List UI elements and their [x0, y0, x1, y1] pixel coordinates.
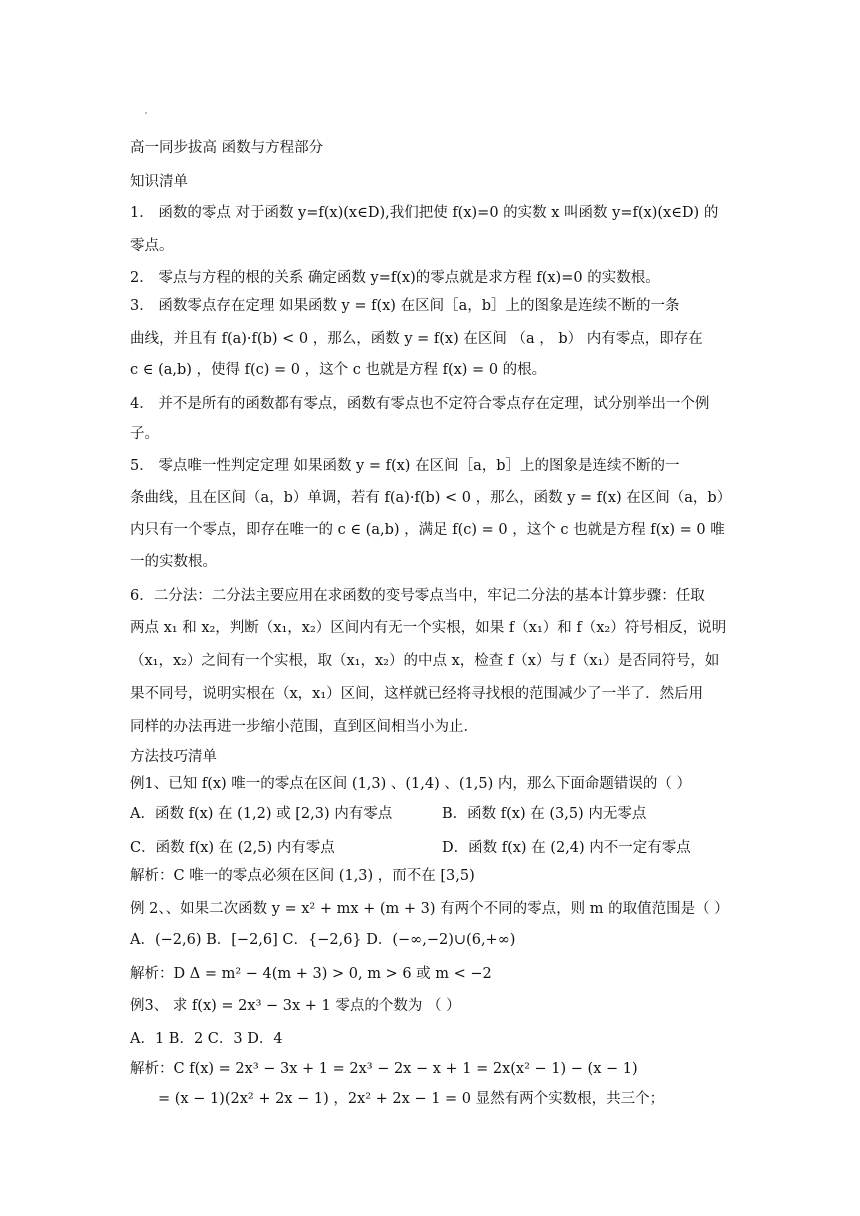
example-1-option-b: B．函数 f(x) 在 (3,5) 内无零点 — [442, 806, 647, 822]
example-2-question: 例 2、、如果二次函数 y = x² + mx + (m + 3) 有两个不同的零点，则 m 的取值范围是（ ） — [130, 901, 729, 917]
text-line: （x₁，x₂）之间有一个实根，取（x₁，x₂）的中点 x，检查 f（x）与 f（x₁）是否同符号，如 — [130, 653, 720, 669]
text-line: 零点。 — [130, 238, 174, 254]
example-1-option-c: C．函数 f(x) 在 (2,5) 内有零点 — [130, 840, 335, 856]
text-line: 曲线，并且有 f(a)·f(b) < 0 ，那么，函数 y = f(x) 在区间 （a ， b） 内有零点，即存在 — [130, 331, 703, 347]
doc-title: 高一同步拔高 函数与方程部分 — [130, 140, 324, 156]
text-line: 5． 零点唯一性判定定理 如果函数 y = f(x) 在区间［a，b］上的图象是连续不断的一 — [130, 458, 680, 474]
example-1-question: 例1、已知 f(x) 唯一的零点在区间 (1,3) 、(1,4) 、(1,5) 内，那么下面命题错误的（ ） — [130, 776, 691, 792]
text-line: 两点 x₁ 和 x₂，判断（x₁，x₂）区间内有无一个实根，如果 f（x₁）和 f（x₂）符号相反，说明 — [130, 620, 727, 636]
example-3-analysis: 解析：C f(x) = 2x³ − 3x + 1 = 2x³ − 2x − x + 1 = 2x(x² − 1) − (x − 1) — [130, 1061, 638, 1077]
text-line: 一的实数根。 — [130, 554, 217, 570]
section-heading-knowledge: 知识清单 — [130, 174, 188, 190]
text-line: 4． 并不是所有的函数都有零点，函数有零点也不定符合零点存在定理，试分别举出一个例 — [130, 396, 710, 412]
text-line: 同样的办法再进一步缩小范围，直到区间相当小为止． — [130, 719, 478, 735]
example-2-analysis: 解析：D Δ = m² − 4(m + 3) > 0, m > 6 或 m < −2 — [130, 966, 492, 982]
text-line: 子。 — [130, 426, 159, 442]
example-2-options: A．(−2,6) B．[−2,6] C．{−2,6} D．(−∞,−2)∪(6,+∞) — [130, 932, 516, 948]
text-line: 1． 函数的零点 对于函数 y=f(x)(x∈D),我们把使 f(x)=0 的实数 x 叫函数 y=f(x)(x∈D) 的 — [130, 205, 719, 221]
example-1-option-d: D．函数 f(x) 在 (2,4) 内不一定有零点 — [442, 840, 691, 856]
page-dot — [145, 112, 147, 114]
text-line: 6．二分法：二分法主要应用在求函数的变号零点当中，牢记二分法的基本计算步骤：任取 — [130, 588, 705, 604]
example-3-question: 例3、 求 f(x) = 2x³ − 3x + 1 零点的个数为 （ ） — [130, 998, 461, 1014]
example-1-analysis: 解析：C 唯一的零点必须在区间 (1,3) ，而不在 [3,5) — [130, 868, 475, 884]
text-line: 3． 函数零点存在定理 如果函数 y = f(x) 在区间［a，b］上的图象是连续不断的一条 — [130, 298, 680, 314]
example-3-analysis-continued: = (x − 1)(2x² + 2x − 1) ，2x² + 2x − 1 = 0 显然有两个实数根，共三个； — [158, 1091, 665, 1107]
text-line: c ∈ (a,b) ，使得 f(c) = 0 ，这个 c 也就是方程 f(x) = 0 的根。 — [130, 362, 547, 378]
section-heading-methods: 方法技巧清单 — [130, 749, 217, 765]
example-1-option-a: A．函数 f(x) 在 (1,2) 或 [2,3) 内有零点 — [130, 806, 393, 822]
text-line: 条曲线，且在区间（a，b）单调，若有 f(a)·f(b) < 0 ，那么，函数 y = f(x) 在区间（a，b） — [130, 490, 732, 506]
text-line: 果不同号，说明实根在（x，x₁）区间，这样就已经将寻找根的范围减少了一半了．然后用 — [130, 686, 704, 702]
text-line: 内只有一个零点，即存在唯一的 c ∈ (a,b) ，满足 f(c) = 0 ，这个 c 也就是方程 f(x) = 0 唯 — [130, 522, 725, 538]
example-3-options: A．1 B．2 C．3 D．4 — [130, 1031, 283, 1047]
text-line: 2． 零点与方程的根的关系 确定函数 y=f(x)的零点就是求方程 f(x)=0 的实数根。 — [130, 270, 660, 286]
